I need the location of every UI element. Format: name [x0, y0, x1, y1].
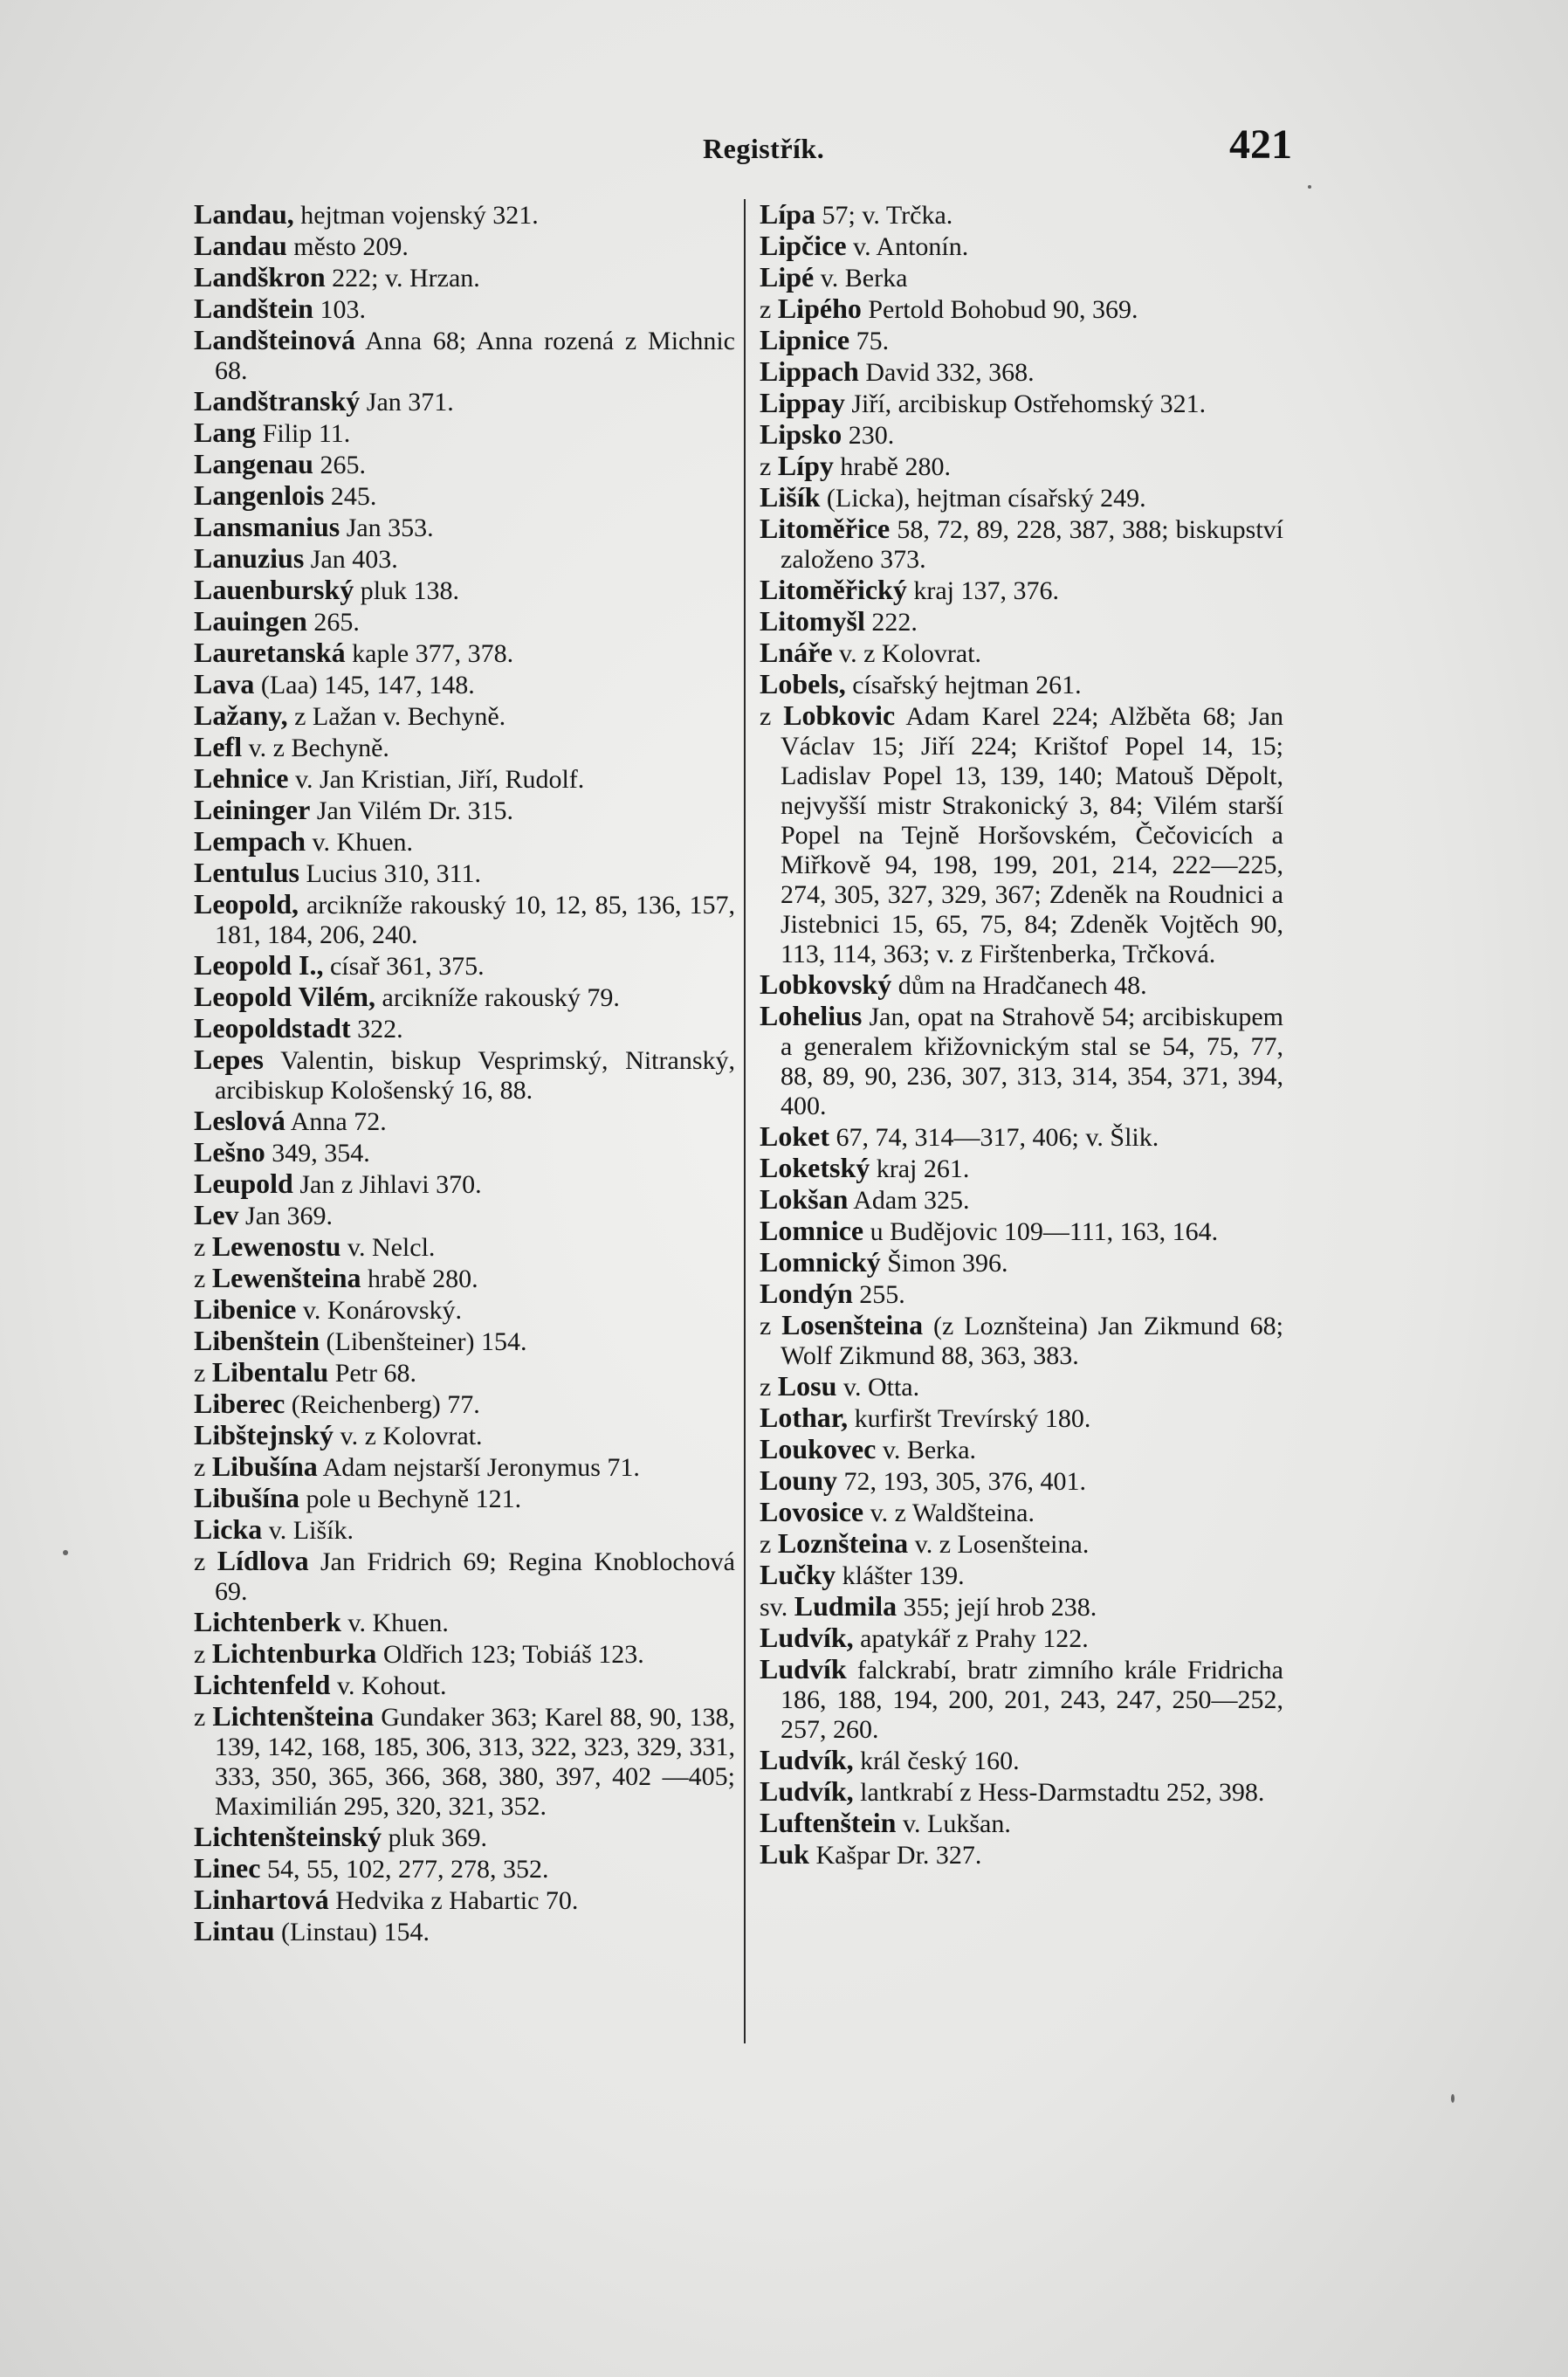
entry-references: hrabě 280. — [833, 452, 951, 481]
entry-headword: Lohelius — [760, 1000, 863, 1031]
index-entry — [194, 1853, 735, 1884]
entry-headword: Lobkovský — [760, 968, 892, 1000]
entry-references: 103. — [313, 295, 366, 324]
index-entry — [194, 1638, 735, 1670]
entry-references: 58, 72, 89, 228, 387, 388; biskupství založeno 373. — [781, 515, 1283, 574]
index-entry — [760, 1278, 1283, 1310]
entry-references: v. Konárovský. — [296, 1296, 463, 1325]
entry-headword: Litomyšl — [760, 605, 865, 637]
index-entry — [760, 1153, 1283, 1184]
entry-references: dům na Hradčanech 48. — [891, 971, 1147, 1000]
index-entry — [760, 1497, 1283, 1528]
index-entry — [194, 325, 735, 386]
entry-references: 322. — [350, 1015, 403, 1044]
entry-headword: Leininger — [194, 794, 311, 825]
entry-prefix: sv. — [760, 1593, 794, 1622]
entry-prefix: z — [760, 1530, 778, 1559]
entry-references: klášter 139. — [836, 1561, 965, 1590]
entry-headword: Ludvík, — [760, 1744, 854, 1775]
entry-references: 75. — [849, 327, 890, 355]
entry-headword: Lauretanská — [194, 637, 346, 668]
index-entry — [194, 1200, 735, 1231]
entry-prefix: z — [194, 1264, 212, 1293]
index-entry — [760, 1184, 1283, 1216]
index-entry — [760, 575, 1283, 606]
entry-headword: Libenice — [194, 1293, 297, 1325]
entry-prefix: z — [760, 1312, 782, 1340]
index-entry — [194, 1822, 735, 1853]
index-entry — [194, 480, 735, 512]
entry-headword: Lichtenfeld — [194, 1669, 331, 1700]
entry-headword: Loket — [760, 1120, 829, 1152]
index-entry — [760, 199, 1283, 231]
index-entry — [760, 969, 1283, 1001]
index-entry — [760, 1623, 1283, 1654]
entry-references: kaple 377, 378. — [345, 639, 514, 668]
index-entry — [194, 512, 735, 543]
entry-headword: Lipčice — [760, 230, 847, 261]
index-entry — [194, 1420, 735, 1451]
entry-headword: Lipého — [777, 293, 862, 324]
index-entry — [194, 231, 735, 262]
entry-references: arcikníže rakouský 10, 12, 85, 136, 157, 181, 184, 206, 240. — [215, 891, 735, 949]
entry-headword: Lewenšteina — [211, 1262, 361, 1293]
entry-references: (Reichenberg) 77. — [285, 1390, 480, 1419]
entry-headword: Landau — [194, 230, 287, 261]
entry-headword: Lídlova — [217, 1545, 309, 1576]
entry-headword: Lewenostu — [211, 1230, 341, 1262]
entry-headword: Loketský — [760, 1152, 870, 1183]
entry-references: v. Lukšan. — [896, 1809, 1011, 1838]
entry-references: kraj 137, 376. — [906, 576, 1059, 605]
entry-references: 265. — [306, 608, 360, 637]
index-entry — [194, 1451, 735, 1483]
index-entry — [194, 1916, 735, 1947]
entry-headword: Lučky — [760, 1559, 836, 1590]
entry-headword: Leslová — [194, 1105, 285, 1136]
index-entry — [760, 1434, 1283, 1465]
entry-headword: Landau, — [194, 198, 294, 230]
entry-prefix: z — [194, 1547, 217, 1576]
entry-references: Lucius 310, 311. — [299, 859, 481, 888]
page-header — [0, 121, 1568, 173]
entry-references: v. Antonín. — [846, 232, 969, 261]
index-entry — [760, 1310, 1283, 1371]
entry-references: Jan z Jihlavi 370. — [292, 1170, 482, 1199]
entry-references: Adam 325. — [848, 1186, 970, 1215]
index-entry — [194, 1168, 735, 1200]
column-divider — [744, 199, 746, 2043]
index-entry — [194, 543, 735, 575]
entry-references: 265. — [313, 451, 366, 479]
index-entry — [760, 388, 1283, 419]
entry-prefix: z — [194, 1359, 212, 1388]
index-entry — [194, 1670, 735, 1701]
print-speck — [63, 1550, 68, 1555]
index-entry — [760, 1001, 1283, 1121]
entry-headword: Loukovec — [760, 1433, 877, 1464]
entry-references: 57; v. Trčka. — [815, 201, 953, 230]
index-column-left — [194, 199, 735, 1947]
entry-headword: Landškron — [194, 261, 326, 293]
entry-references: Adam Karel 224; Alžběta 68; Jan Václav 15; Jiří 224; Krištof Popel 14, 15; Ladislav Popel 13, 139, 140; Matouš Děpolt, nejvyšší mistr Strakonický 3, 84; Vilém starší Popel na Tejně Horšovském, Čečovicích a Miřkově 94, 198, 199, 201, 214, 222—225, 274, 305, 327, 329, 367; Zdeněk na Roudnici a Jistebnici 15, 65, 75, 84; Zdeněk Vojtěch 90, 113, 114, 363; v. z Firštenberka, Trčková. — [781, 702, 1283, 968]
entry-references: kurfiršt Trevírský 180. — [848, 1404, 1091, 1433]
entry-references: v. Khuen. — [340, 1609, 449, 1637]
index-entry — [194, 1514, 735, 1546]
entry-headword: Lípa — [760, 198, 816, 230]
index-entry — [760, 356, 1283, 388]
entry-headword: Loznšteina — [777, 1527, 909, 1559]
index-entry — [760, 325, 1283, 356]
entry-references: 355; její hrob 238. — [897, 1593, 1097, 1622]
entry-references: v. z Kolovrat. — [334, 1422, 483, 1450]
entry-prefix: z — [194, 1453, 212, 1482]
index-entry — [760, 1528, 1283, 1560]
index-entry — [194, 1701, 735, 1822]
entry-headword: Leopold I., — [194, 949, 324, 981]
index-entry — [760, 1839, 1283, 1871]
entry-references: pluk 138. — [354, 576, 460, 605]
entry-headword: Lippach — [760, 355, 859, 387]
entry-headword: Lipé — [760, 261, 815, 293]
index-entry — [194, 293, 735, 325]
entry-references: 255. — [852, 1280, 905, 1309]
entry-headword: Lišík — [760, 481, 821, 513]
entry-references: 245. — [324, 482, 377, 511]
entry-headword: Londýn — [760, 1278, 853, 1309]
page-number: 421 — [1229, 121, 1292, 168]
entry-headword: Lehnice — [194, 762, 289, 794]
index-entry — [194, 262, 735, 293]
entry-headword: Lang — [194, 417, 257, 448]
entry-references: Jan, opat na Strahově 54; arcibiskupem a generalem křižovnickým stal se 54, 75, 77, 88, 89, 90, 236, 307, 313, 314, 354, 371, 394, 400. — [781, 1002, 1283, 1120]
entry-headword: Lauenburský — [194, 574, 354, 605]
entry-references: 72, 193, 305, 376, 401. — [836, 1467, 1086, 1496]
entry-references: (Licka), hejtman císařský 249. — [820, 484, 1146, 513]
index-entry — [194, 1294, 735, 1326]
index-entry — [194, 449, 735, 480]
entry-references: hejtman vojenský 321. — [293, 201, 539, 230]
running-title: Registřík. — [703, 133, 825, 164]
index-entry — [194, 763, 735, 795]
entry-references: Anna 68; Anna rozená z Michnic 68. — [215, 327, 735, 385]
index-entry — [760, 1465, 1283, 1497]
entry-references: v. Otta. — [836, 1373, 920, 1402]
entry-headword: Lobels, — [760, 668, 846, 699]
index-entry — [194, 1546, 735, 1607]
index-entry — [194, 1388, 735, 1420]
index-entry — [194, 575, 735, 606]
entry-references: (Linstau) 154. — [274, 1918, 430, 1946]
entry-references: Hedvika z Habartic 70. — [328, 1886, 579, 1915]
entry-references: v. Berka. — [876, 1436, 977, 1464]
entry-headword: Lipsko — [760, 418, 842, 450]
entry-headword: Landštein — [194, 293, 313, 324]
entry-references: (Laa) 145, 147, 148. — [254, 671, 475, 699]
entry-headword: Lauingen — [194, 605, 307, 637]
index-entry — [760, 1808, 1283, 1839]
entry-references: u Budějovic 109—111, 163, 164. — [863, 1217, 1219, 1246]
entry-references: falckrabí, bratr zimního krále Fridricha 186, 188, 194, 200, 201, 243, 247, 250—252, 257, 260. — [781, 1656, 1283, 1744]
entry-headword: Lepes — [194, 1044, 264, 1075]
entry-references: v. Berka — [814, 264, 908, 293]
entry-references: Jan 403. — [304, 545, 398, 574]
index-entry — [194, 700, 735, 732]
entry-references: v. Jan Kristian, Jiří, Rudolf. — [288, 765, 585, 794]
index-entry — [194, 1326, 735, 1357]
entry-headword: Libentalu — [211, 1356, 329, 1388]
entry-headword: Lomnice — [760, 1215, 864, 1246]
entry-headword: Litoměřice — [760, 513, 891, 544]
index-entry — [194, 950, 735, 982]
entry-references: kraj 261. — [870, 1154, 970, 1183]
index-entry — [760, 1216, 1283, 1247]
index-entry — [194, 889, 735, 950]
entry-headword: Ludmila — [794, 1590, 897, 1622]
entry-headword: Lempach — [194, 825, 306, 857]
entry-prefix: z — [194, 1233, 212, 1262]
entry-prefix: z — [760, 702, 784, 731]
index-entry — [194, 732, 735, 763]
entry-headword: Linec — [194, 1852, 261, 1884]
entry-references: císař 361, 375. — [323, 952, 485, 981]
index-entry — [760, 1776, 1283, 1808]
entry-references: hrabě 280. — [361, 1264, 478, 1293]
index-entry — [194, 417, 735, 449]
entry-references: 222. — [864, 608, 918, 637]
entry-references: Gundaker 363; Karel 88, 90, 138, 139, 142, 168, 185, 306, 313, 322, 323, 329, 331, 333, 350, 365, 366, 368, 380, 397, 402 —405; Maximilián 295, 320, 321, 352. — [215, 1703, 735, 1821]
entry-headword: Ludvík, — [760, 1775, 854, 1807]
entry-headword: Lava — [194, 668, 255, 699]
entry-headword: Lanuzius — [194, 542, 305, 574]
entry-headword: Lomnický — [760, 1246, 881, 1278]
entry-references: lantkrabí z Hess-Darmstadtu 252, 398. — [853, 1778, 1265, 1807]
entry-references: David 332, 368. — [858, 358, 1035, 387]
index-entry — [760, 1402, 1283, 1434]
entry-references: arcikníže rakouský 79. — [375, 983, 620, 1012]
entry-headword: Ludvík — [760, 1653, 847, 1685]
entry-headword: Libušína — [211, 1450, 318, 1482]
entry-references: císařský hejtman 261. — [845, 671, 1082, 699]
entry-references: v. z Kolovrat. — [832, 639, 982, 668]
index-column-right — [760, 199, 1283, 1871]
index-entry — [194, 199, 735, 231]
entry-references: Pertold Bohobud 90, 369. — [861, 295, 1138, 324]
entry-headword: Lansmanius — [194, 511, 340, 542]
entry-prefix: z — [760, 1373, 778, 1402]
entry-headword: Leopold Vilém, — [194, 981, 376, 1012]
entry-references: Jan 369. — [238, 1202, 334, 1230]
index-entry — [194, 1357, 735, 1388]
entry-headword: Lokšan — [760, 1183, 849, 1215]
index-entry — [760, 637, 1283, 669]
entry-references: pluk 369. — [382, 1823, 487, 1852]
entry-references: Adam nejstarší Jeronymus 71. — [317, 1453, 640, 1482]
index-entry — [760, 482, 1283, 513]
entry-headword: Langenau — [194, 448, 313, 479]
entry-headword: Lnáře — [760, 637, 833, 668]
entry-headword: Landšteinová — [194, 324, 355, 355]
index-entry — [760, 669, 1283, 700]
entry-headword: Lichtenburka — [211, 1637, 377, 1669]
entry-headword: Ludvík, — [760, 1622, 854, 1653]
entry-references: 67, 74, 314—317, 406; v. Šlik. — [829, 1123, 1159, 1152]
entry-headword: Leupold — [194, 1168, 293, 1199]
index-entry — [760, 262, 1283, 293]
index-entry — [760, 419, 1283, 451]
print-speck — [1451, 2094, 1455, 2103]
entry-headword: Litoměřický — [760, 574, 907, 605]
entry-prefix: z — [194, 1703, 213, 1732]
entry-references: v. z Losenšteina. — [908, 1530, 1090, 1559]
entry-references: král český 160. — [853, 1747, 1020, 1775]
entry-references: Anna 72. — [285, 1107, 387, 1136]
index-entry — [760, 1745, 1283, 1776]
entry-references: v. Nelcl. — [340, 1233, 436, 1262]
entry-references: Jan 353. — [340, 513, 434, 542]
entry-headword: Leopoldstadt — [194, 1012, 351, 1044]
entry-prefix: z — [760, 295, 778, 324]
index-entry — [194, 982, 735, 1013]
entry-references: 349, 354. — [265, 1139, 370, 1168]
entry-headword: Lobkovic — [783, 699, 896, 731]
entry-references: Oldřich 123; Tobiáš 123. — [376, 1640, 644, 1669]
entry-references: Jan 371. — [360, 388, 454, 417]
entry-headword: Libštejnský — [194, 1419, 334, 1450]
index-entry — [194, 669, 735, 700]
index-entry — [194, 1231, 735, 1263]
entry-references: z Lažan v. Bechyně. — [287, 702, 506, 731]
entry-prefix: z — [760, 452, 778, 481]
entry-references: Jan Vilém Dr. 315. — [310, 796, 513, 825]
entry-references: 230. — [842, 421, 895, 450]
entry-references: Valentin, biskup Vesprimský, Nitranský, arcibiskup Kološenský 16, 88. — [215, 1046, 735, 1105]
entry-references: v. Khuen. — [306, 828, 414, 857]
entry-headword: Lothar, — [760, 1402, 849, 1433]
entry-headword: Lippay — [760, 387, 845, 418]
print-speck — [1308, 185, 1311, 189]
index-entry — [760, 700, 1283, 969]
entry-headword: Lentulus — [194, 857, 299, 888]
index-entry — [760, 1591, 1283, 1623]
entry-headword: Lev — [194, 1199, 239, 1230]
entry-headword: Lefl — [194, 731, 243, 762]
index-entry — [760, 1560, 1283, 1591]
entry-references: 222; v. Hrzan. — [325, 264, 480, 293]
entry-headword: Lichtenšteina — [212, 1700, 375, 1732]
entry-headword: Lichtenberk — [194, 1606, 341, 1637]
index-entry — [760, 451, 1283, 482]
index-entry — [760, 1247, 1283, 1278]
entry-references: 54, 55, 102, 277, 278, 352. — [260, 1855, 549, 1884]
index-entry — [194, 1483, 735, 1514]
index-entry — [194, 1137, 735, 1168]
entry-references: (z Loznšteina) Jan Zikmund 68; Wolf Zikmund 88, 363, 383. — [781, 1312, 1283, 1370]
entry-headword: Lípy — [777, 450, 834, 481]
entry-headword: Lovosice — [760, 1496, 864, 1527]
index-entry — [194, 795, 735, 826]
entry-references: Jan Fridrich 69; Regina Knoblochová 69. — [215, 1547, 735, 1606]
entry-references: v. z Bechyně. — [242, 734, 389, 762]
entry-headword: Licka — [194, 1513, 263, 1545]
index-entry — [194, 1106, 735, 1137]
entry-references: město 209. — [286, 232, 409, 261]
index-entry — [760, 293, 1283, 325]
entry-references: apatykář z Prahy 122. — [853, 1624, 1089, 1653]
index-entry — [760, 1654, 1283, 1745]
entry-prefix: z — [194, 1640, 212, 1669]
entry-headword: Luftenštein — [760, 1807, 897, 1838]
index-entry — [760, 1121, 1283, 1153]
entry-references: Šimon 396. — [880, 1249, 1008, 1278]
entry-headword: Libušína — [194, 1482, 299, 1513]
index-entry — [194, 1607, 735, 1638]
entry-headword: Leopold, — [194, 888, 299, 920]
entry-headword: Lažany, — [194, 699, 288, 731]
entry-headword: Libenštein — [194, 1325, 320, 1356]
entry-references: v. z Waldšteina. — [863, 1499, 1035, 1527]
index-entry — [194, 606, 735, 637]
entry-headword: Losu — [777, 1370, 837, 1402]
index-entry — [194, 826, 735, 858]
index-entry — [760, 513, 1283, 575]
index-entry — [194, 1263, 735, 1294]
index-entry — [760, 606, 1283, 637]
entry-headword: Lešno — [194, 1136, 265, 1168]
entry-references: v. Kohout. — [330, 1671, 447, 1700]
entry-headword: Louny — [760, 1464, 837, 1496]
entry-headword: Losenšteina — [781, 1309, 924, 1340]
entry-references: Petr 68. — [328, 1359, 417, 1388]
entry-headword: Lipnice — [760, 324, 850, 355]
index-entry — [194, 1044, 735, 1106]
entry-headword: Luk — [760, 1838, 809, 1870]
index-entry — [194, 1884, 735, 1916]
entry-headword: Langenlois — [194, 479, 325, 511]
entry-headword: Lichtenšteinský — [194, 1821, 382, 1852]
index-entry — [194, 637, 735, 669]
entry-references: pole u Bechyně 121. — [299, 1485, 522, 1513]
index-entry — [760, 1371, 1283, 1402]
entry-headword: Linhartová — [194, 1884, 329, 1915]
entry-references: Jiří, arcibiskup Ostřehomský 321. — [844, 389, 1207, 418]
entry-references: v. Lišík. — [262, 1516, 354, 1545]
entry-references: (Libenšteiner) 154. — [320, 1327, 527, 1356]
index-entry — [194, 858, 735, 889]
entry-references: Kašpar Dr. 327. — [808, 1841, 982, 1870]
entry-headword: Lintau — [194, 1915, 275, 1946]
index-entry — [760, 231, 1283, 262]
index-entry — [194, 1013, 735, 1044]
index-entry — [194, 386, 735, 417]
entry-headword: Landštranský — [194, 385, 361, 417]
entry-headword: Liberec — [194, 1388, 285, 1419]
entry-references: Filip 11. — [256, 419, 351, 448]
